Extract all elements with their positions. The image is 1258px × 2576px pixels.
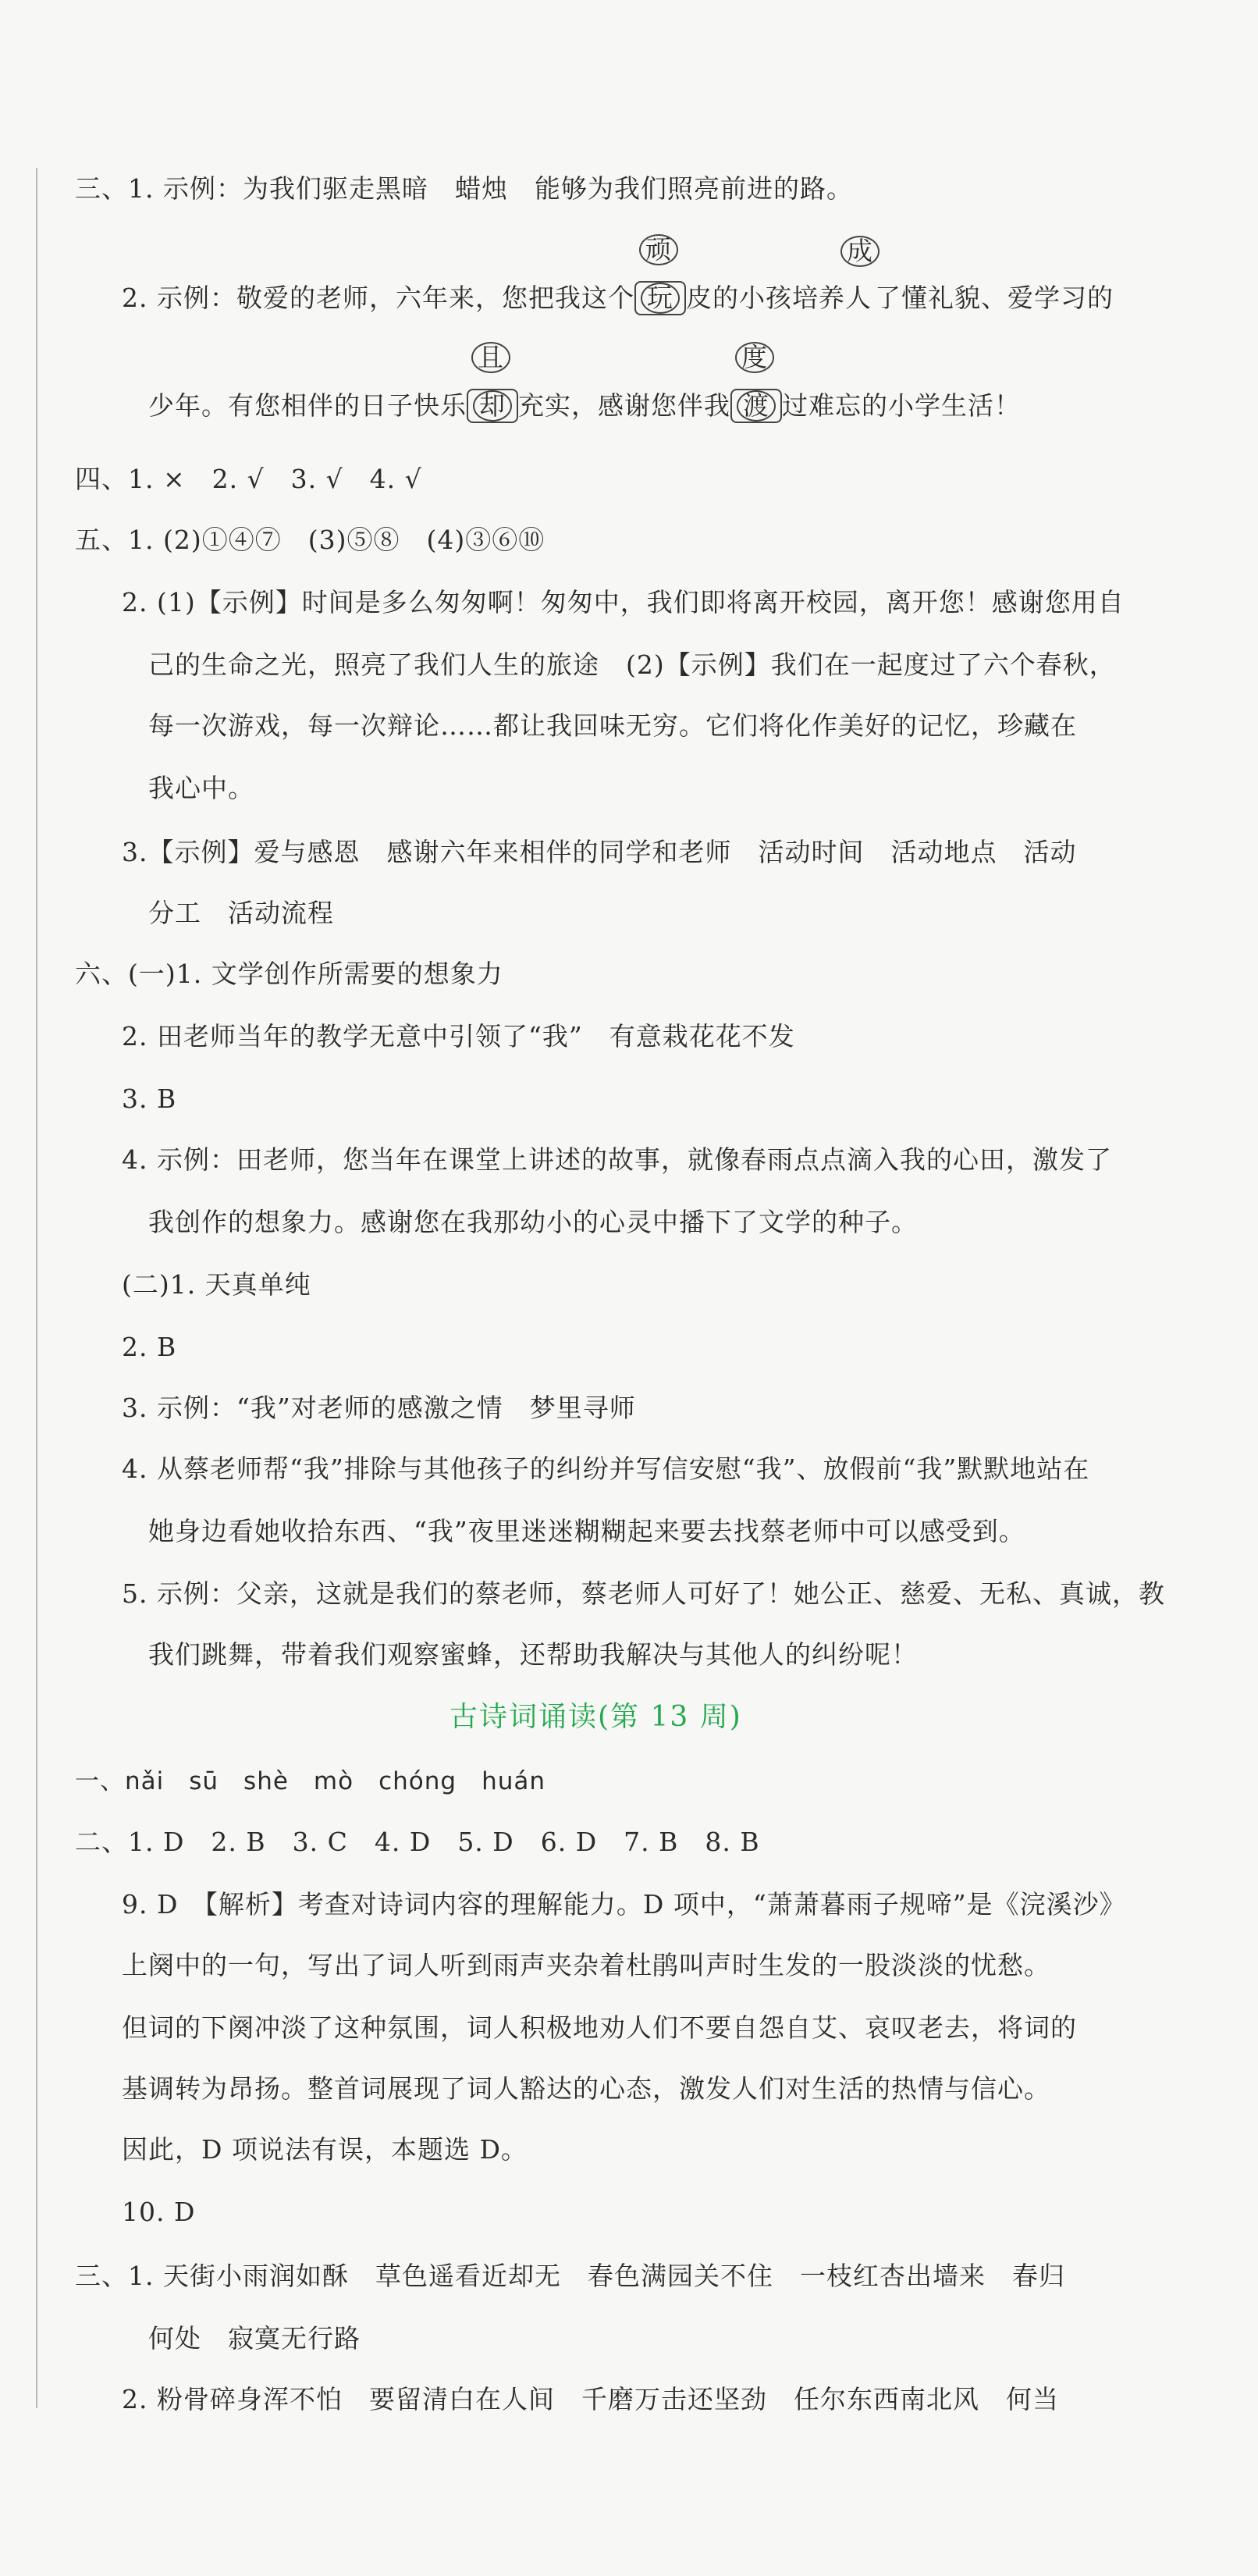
poetry-s3-q2: 2. 粉骨碎身浑不怕 要留清白在人间 千磨万击还坚劲 任尔东西南北风 何当 bbox=[122, 2384, 1059, 2414]
sec6-p1-q3: 3. B bbox=[122, 1083, 177, 1114]
poetry-s2-q9-l3: 但词的下阕冲淡了这种氛围，词人积极地劝人们不要自怨自艾、哀叹老去，将词的 bbox=[122, 2012, 1077, 2043]
poetry-s2-q9-l2: 上阕中的一句，写出了词人听到雨声夹杂着杜鹃叫声时生发的一股淡淡的忧愁。 bbox=[122, 1950, 1050, 1980]
sec5-q2-l1: 2. (1)【示例】时间是多么匆匆啊！匆匆中，我们即将离开校园，离开您！感谢您用自 bbox=[122, 587, 1125, 617]
sec5-q2-l2: 己的生命之光，照亮了我们人生的旅途 (2)【示例】我们在一起度过了六个春秋， bbox=[148, 649, 1116, 680]
poetry-s2-q1: 二、1. D 2. B 3. C 4. D 5. D 6. D 7. B 8. B bbox=[75, 1827, 760, 1857]
sec3-q1: 三、1. 示例：为我们驱走黑暗 蜡烛 能够为我们照亮前进的路。 bbox=[75, 173, 853, 204]
correction-box-3 bbox=[730, 342, 782, 423]
sec6-p2-q1: (二)1. 天真单纯 bbox=[122, 1269, 311, 1300]
text-segment: 了懂礼貌、爱学习的 bbox=[874, 283, 1114, 313]
text-segment: 充实，感谢您伴我 bbox=[518, 390, 730, 421]
poetry-s2-q9-l1: 9. D 【解析】考查对诗词内容的理解能力。D 项中，“萧萧暮雨子规啼”是《浣溪沙》 bbox=[122, 1889, 1126, 1920]
poetry-s2-q9-l5: 因此，D 项说法有误，本题选 D。 bbox=[122, 2134, 528, 2165]
sec6-p2-q4-l1: 4. 从蔡老师帮“我”排除与其他孩子的纠纷并写信安慰“我”、放假前“我”默默地站在 bbox=[122, 1453, 1090, 1484]
sec6-p1-q4-l2: 我创作的想象力。感谢您在我那幼小的心灵中播下了文学的种子。 bbox=[148, 1207, 918, 1237]
text-segment: 皮的小孩培养 bbox=[685, 283, 845, 313]
sec6-p1-q1: 六、(一)1. 文学创作所需要的想象力 bbox=[75, 959, 503, 989]
sec6-p1-q4-l1: 4. 示例：田老师，您当年在课堂上讲述的故事，就像春雨点点滴入我的心田，激发了 bbox=[122, 1144, 1112, 1175]
correction-box-2 bbox=[467, 342, 518, 423]
sec5-q3-l1: 3.【示例】爱与感恩 感谢六年来相伴的同学和老师 活动时间 活动地点 活动 bbox=[122, 837, 1077, 867]
poetry-s2-q9-l4: 基调转为昂扬。整首词展现了词人豁达的心态，激发人们对生活的热情与信心。 bbox=[122, 2073, 1050, 2104]
sec6-p2-q4-l2: 她身边看她收拾东西、“我”夜里迷迷糊糊起来要去找蔡老师中可以感受到。 bbox=[148, 1516, 1025, 1546]
sec5-q2-l4: 我心中。 bbox=[148, 773, 254, 803]
sec5-q1: 五、1. (2)①④⑦ (3)⑤⑧ (4)③⑥⑩ bbox=[75, 525, 545, 555]
left-margin-rule bbox=[36, 168, 37, 2408]
sec3-q2-line1 bbox=[122, 234, 1114, 315]
text-segment: 过难忘的小学生活！ bbox=[782, 390, 1021, 421]
sec6-p1-q2: 2. 田老师当年的教学无意中引领了“我” 有意栽花花不发 bbox=[122, 1021, 795, 1051]
correction-mark-3: 度 bbox=[735, 342, 774, 373]
poetry-s3-q1-l1: 三、1. 天街小雨润如酥 草色遥看近却无 春色满园关不住 一枝红杏出墙来 春归 bbox=[75, 2261, 1065, 2291]
sec5-q2-l3: 每一次游戏，每一次辩论……都让我回味无穷。它们将化作美好的记忆，珍藏在 bbox=[148, 710, 1077, 741]
correction-mark-1: 顽 bbox=[639, 234, 678, 265]
insert-mark: 成 人 bbox=[845, 283, 875, 314]
poetry-s1: 一、nǎi sū shè mò chóng huán bbox=[75, 1767, 546, 1795]
sec6-p2-q3: 3. 示例：“我”对老师的感激之情 梦里寻师 bbox=[122, 1393, 636, 1423]
text-segment: 2. 示例：敬爱的老师，六年来，您把我这个 bbox=[122, 283, 634, 313]
poetry-s2-q10: 10. D bbox=[122, 2197, 196, 2227]
correction-mark-2: 且 bbox=[471, 342, 510, 373]
sec6-p2-q2: 2. B bbox=[122, 1332, 177, 1362]
wrong-char-3: 渡 bbox=[737, 390, 776, 422]
sec6-p2-q5-l1: 5. 示例：父亲，这就是我们的蔡老师，蔡老师人可好了！她公正、慈爱、无私、真诚，教 bbox=[122, 1578, 1165, 1609]
correction-box-1 bbox=[634, 234, 686, 315]
wrong-char-2: 却 bbox=[473, 390, 512, 422]
sec3-q2-line2 bbox=[148, 342, 1021, 423]
poetry-s3-q1-l2: 何处 寂寞无行路 bbox=[148, 2323, 361, 2354]
sec5-q3-l2: 分工 活动流程 bbox=[148, 898, 334, 928]
wrong-char-1: 玩 bbox=[641, 283, 680, 314]
text-segment: 少年。有您相伴的日子快乐 bbox=[148, 390, 467, 421]
sec4-line: 四、1. × 2. √ 3. √ 4. √ bbox=[75, 464, 422, 494]
section-heading: 古诗词诵读(第 13 周) bbox=[450, 1701, 742, 1733]
insertion-mark: 成 bbox=[840, 236, 880, 267]
sec6-p2-q5-l2: 我们跳舞，带着我们观察蜜蜂，还帮助我解决与其他人的纠纷呢！ bbox=[148, 1639, 918, 1670]
